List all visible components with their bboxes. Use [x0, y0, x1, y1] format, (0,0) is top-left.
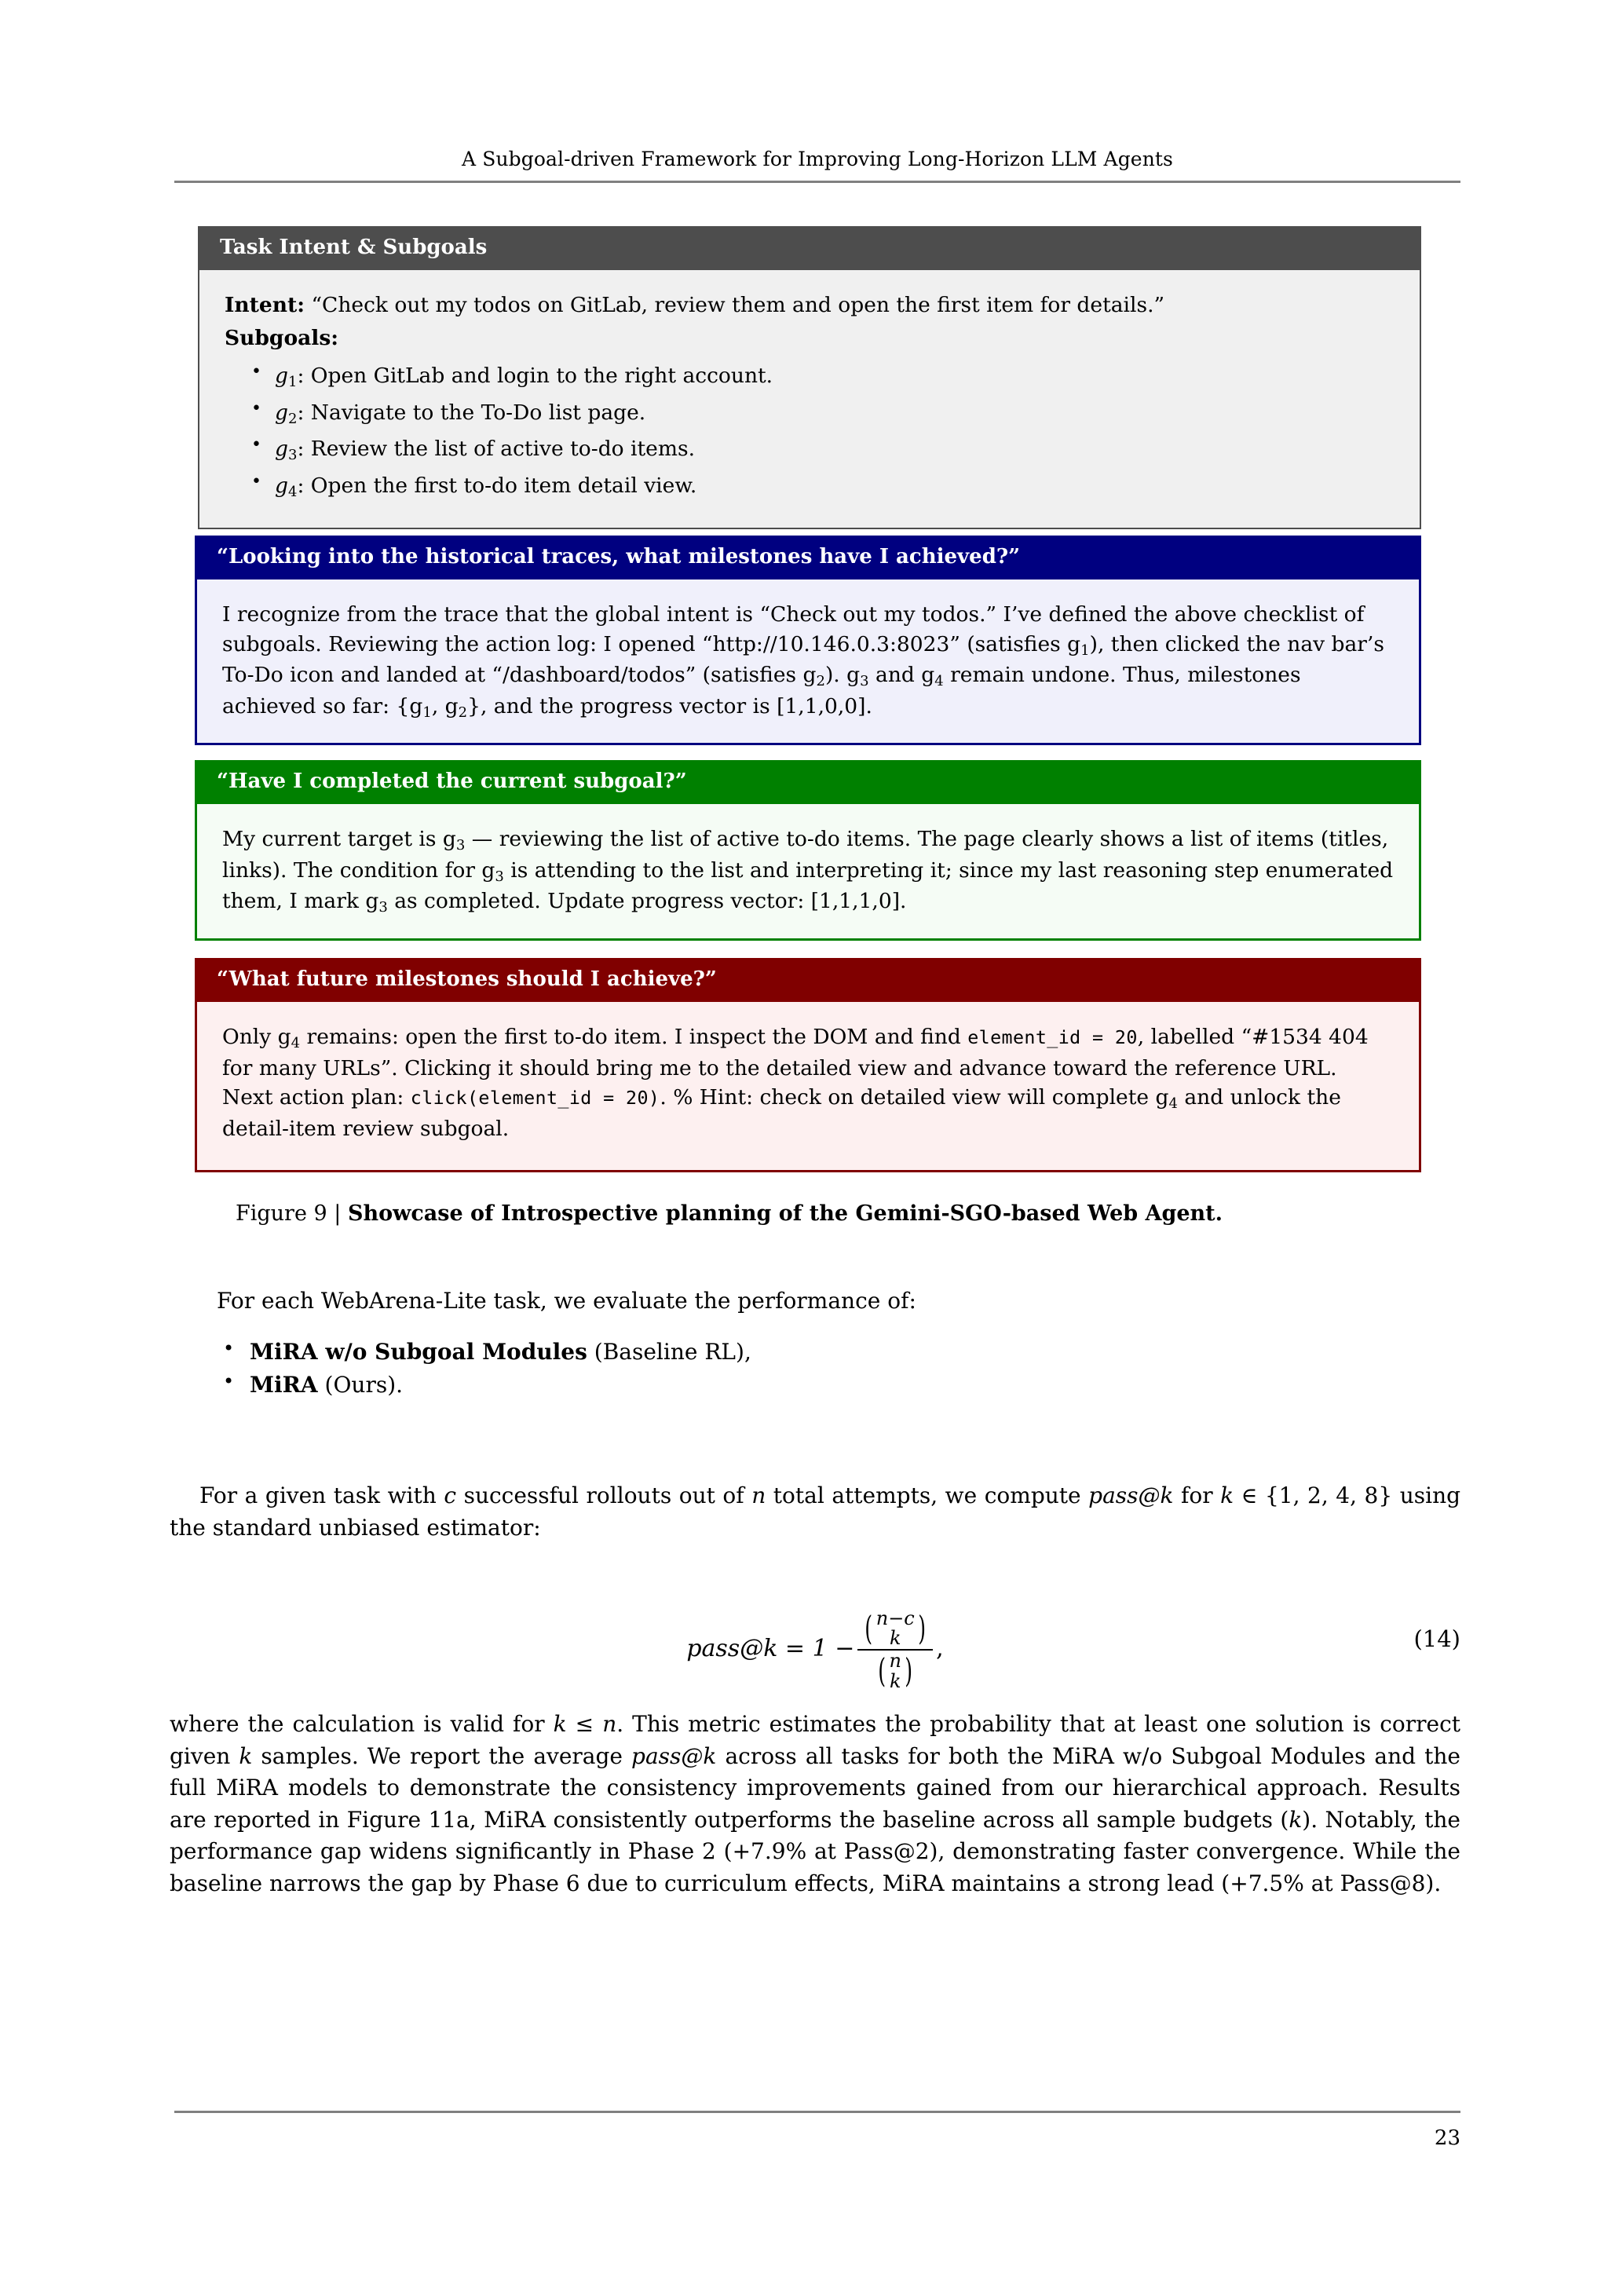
figure-caption: [236, 1201, 1413, 1226]
model-variant-list: [217, 1337, 1316, 1403]
green-box-title: “Have I completed the current subgoal?”: [195, 760, 1421, 804]
header-rule: [174, 181, 1460, 183]
paren-right-icon: ): [905, 1651, 913, 1691]
subgoals-label-line: [225, 324, 1395, 353]
binomial-coefficient: [875, 1651, 915, 1691]
model-name: MiRA: [250, 1371, 318, 1398]
equation-number: (14): [1413, 1625, 1460, 1652]
figure-caption-label: Figure 9 |: [236, 1201, 348, 1226]
current-subgoal-box: [195, 760, 1421, 941]
figure-caption-text: Showcase of Introspective planning of the Gemini-SGO-based Web Agent.: [347, 1201, 1223, 1226]
paren-left-icon: (: [865, 1609, 873, 1648]
subgoals-label: Subgoals:: [225, 325, 339, 350]
subgoal-text: : Navigate to the To-Do list page.: [297, 400, 646, 425]
equation-14-row: [170, 1589, 1460, 1691]
equation-14: [170, 1607, 1460, 1691]
red-box-title: “What future milestones should I achieve?”: [195, 958, 1421, 1002]
footer-rule: [174, 2111, 1460, 2113]
binomial-coefficient: [862, 1609, 928, 1648]
binomial-top: n−c: [875, 1607, 915, 1629]
equation-lhs: pass@k = 1 −: [686, 1634, 855, 1662]
list-item: [275, 400, 1395, 428]
binomial-bottom: k: [889, 1669, 901, 1692]
red-box-body: Only $g_4$ remains: open the first to-do item. I inspect the DOM and find element_id = 20, labelled “#1534 404 for many URLs”. Clicking it should bring me to the detailed view and advance toward the reference URL. Next action plan: click(element_id = 20). % Hint: check on detailed view will complete $g_4$ and unlock the detail-item review subgoal.: [195, 1002, 1421, 1172]
green-box-body: My current target is $g_3$ — reviewing the list of active to-do items. The page clearly shows a list of items (titles, links). The condition for $g_3$ is attending to the list and interpreting it; since my last reasoning step enumerated them, I mark $g_3$ as completed. Update progress vector: [1,1,1,0].: [195, 804, 1421, 941]
subgoal-index: 1: [287, 374, 298, 391]
page-number: 23: [1434, 2126, 1460, 2150]
blue-box-title: “Looking into the historical traces, what milestones have I achieved?”: [195, 536, 1421, 579]
paren-left-icon: (: [878, 1651, 886, 1691]
subgoal-id: g: [275, 364, 288, 389]
list-item: [217, 1337, 1316, 1367]
model-note: (Baseline RL),: [587, 1339, 751, 1365]
task-box-title: Task Intent & Subgoals: [198, 226, 1421, 270]
subgoal-id: g: [275, 473, 288, 499]
subgoal-id: g: [275, 437, 288, 462]
model-note: (Ours).: [317, 1371, 404, 1398]
task-intent-subgoals-box: [198, 226, 1421, 529]
paren-right-icon: ): [918, 1609, 926, 1648]
future-milestones-box: [195, 958, 1421, 1172]
subgoal-text: : Open the first to-do item detail view.: [297, 473, 697, 499]
intent-line: [225, 291, 1395, 320]
binomial-top: n: [889, 1650, 901, 1673]
subgoal-index: 2: [287, 410, 298, 427]
equation-numerator: [857, 1608, 933, 1649]
paragraph-evaluate: For each WebArena-Lite task, we evaluate the performance of:: [217, 1288, 916, 1314]
model-name: MiRA w/o Subgoal Modules: [250, 1339, 587, 1365]
binomial-stack: [889, 1651, 902, 1691]
subgoal-text: : Open GitLab and login to the right account.: [297, 364, 773, 389]
binomial-stack: [875, 1609, 916, 1648]
subgoal-index: 4: [287, 484, 298, 501]
list-item: [275, 437, 1395, 464]
subgoal-text: : Review the list of active to-do items.: [297, 437, 695, 462]
equation-fraction: [857, 1608, 933, 1692]
intent-text: “Check out my todos on GitLab, review them and open the first item for details.”: [311, 292, 1165, 317]
list-item: [217, 1370, 1316, 1400]
milestones-achieved-box: [195, 536, 1421, 745]
task-box-body: [198, 270, 1421, 529]
paragraph-where-results: where the calculation is valid for k ≤ n. This metric estimates the probability that at least one solution is correct given k samples. We report the average pass@k across all tasks for both the MiRA w/o Subgoal Modules and the full MiRA models to demonstrate the consistency improvements gained from our hierarchical approach. Results are reported in Figure 11a, MiRA consistently outperforms the baseline across all sample budgets (k). Notably, the performance gap widens significantly in Phase 2 (+7.9% at Pass@2), demonstrating faster convergence. While the baseline narrows the gap by Phase 6 due to curriculum effects, MiRA maintains a strong lead (+7.5% at Pass@8).: [170, 1711, 1461, 1896]
blue-box-body: I recognize from the trace that the global intent is “Check out my todos.” I’ve defined the above checklist of subgoals. Reviewing the action log: I opened “http://10.146.0.3:8023” (satisfies $g_1$), then clicked the nav bar’s To-Do icon and landed at “/dashboard/todos” (satisfies $g_2$). $g_3$ and $g_4$ remain undone. Thus, milestones achieved so far: {$g_1$, $g_2$}, and the progress vector is [1,1,0,0].: [195, 579, 1421, 745]
list-item: [275, 473, 1395, 501]
subgoal-index: 3: [287, 447, 298, 464]
subgoal-id: g: [275, 400, 288, 425]
list-item: [275, 364, 1395, 391]
paragraph-passk-intro: For a given task with c successful rollouts out of n total attempts, we compute pass@k for k ∈ {1, 2, 4, 8} using the standard unbiased estimator:: [170, 1483, 1461, 1541]
equation-comma: ,: [936, 1634, 944, 1662]
subgoal-list: [225, 364, 1395, 501]
intent-label: Intent:: [225, 292, 305, 317]
equation-denominator: [871, 1651, 919, 1691]
running-header-title: A Subgoal-driven Framework for Improving Long-Horizon LLM Agents: [462, 148, 1173, 170]
binomial-bottom: k: [889, 1627, 901, 1650]
